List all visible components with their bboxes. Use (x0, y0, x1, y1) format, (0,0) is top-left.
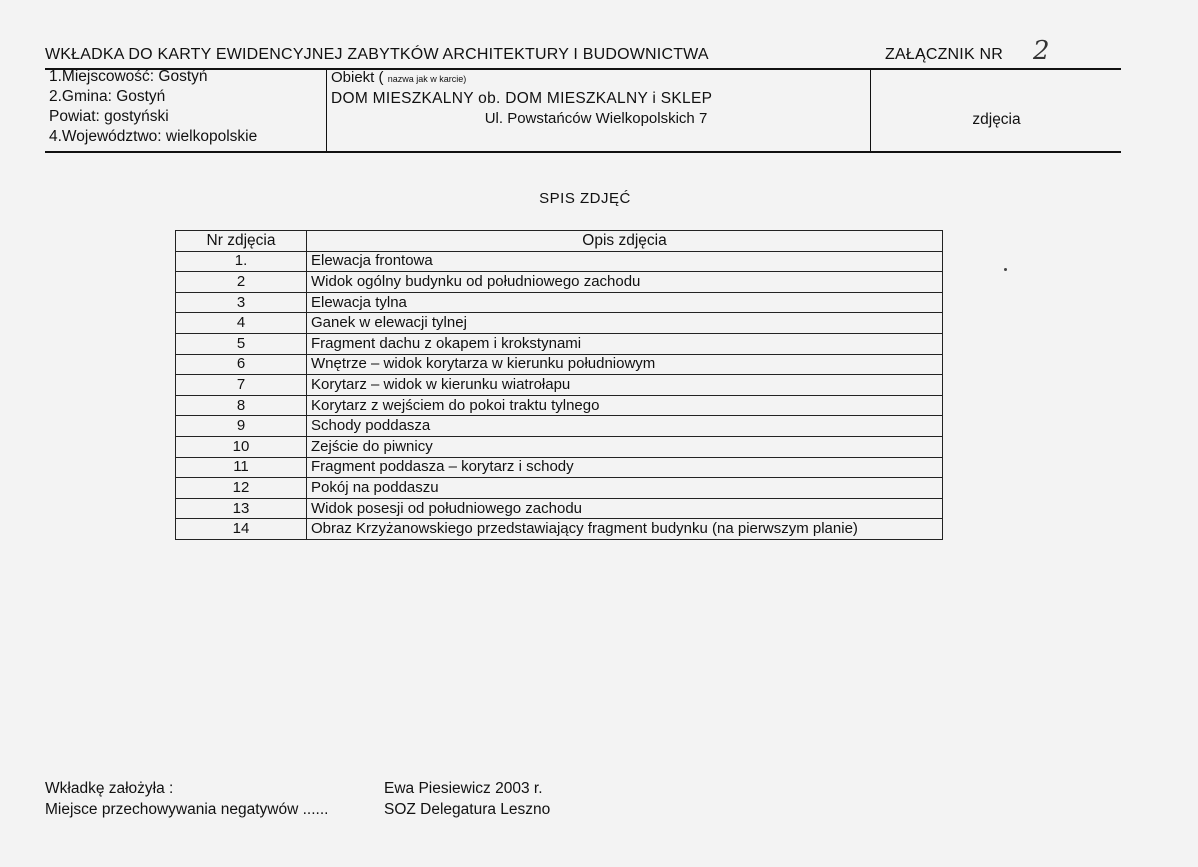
table-row (176, 436, 943, 457)
table-header-row (176, 231, 943, 252)
location-info (49, 67, 257, 147)
table-row (176, 251, 943, 272)
table-row (176, 416, 943, 437)
storage-label: Miejsce przechowywania negatywów ...... (45, 801, 329, 818)
header-nr: Nr zdjęcia (176, 231, 307, 252)
storage-value: SOZ Delegatura Leszno (384, 801, 551, 818)
table-row (176, 478, 943, 499)
author-value: Ewa Piesiewicz 2003 r. (384, 780, 543, 797)
photo-number: 3 (176, 292, 307, 313)
author-label: Wkładkę założyła : (45, 780, 174, 797)
table-row (176, 292, 943, 313)
photo-number: 11 (176, 457, 307, 478)
table-row (176, 354, 943, 375)
spis-title: SPIS ZDJĘĆ (539, 190, 631, 207)
table-row (176, 457, 943, 478)
photo-description: Widok posesji od południowego zachodu (307, 498, 943, 519)
powiat: Powiat: gostyński (49, 108, 169, 125)
header-bottom-rule (45, 151, 1121, 153)
photo-number: 14 (176, 519, 307, 540)
photo-number: 4 (176, 313, 307, 334)
table-row (176, 313, 943, 334)
photo-description: Elewacja frontowa (307, 251, 943, 272)
miejscowosc: 1.Miejscowość: Gostyń (49, 68, 208, 85)
table-row (176, 519, 943, 540)
object-info (331, 68, 861, 129)
obiekt-address: Ul. Powstańców Wielkopolskich 7 (484, 110, 708, 127)
photo-description: Korytarz – widok w kierunku wiatrołapu (307, 375, 943, 396)
document-header (45, 36, 1121, 66)
photo-list-table (175, 230, 943, 540)
zalacznik-label: ZAŁĄCZNIK NR (885, 46, 1003, 63)
photo-description: Korytarz z wejściem do pokoi traktu tylnego (307, 395, 943, 416)
photo-number: 10 (176, 436, 307, 457)
photo-description: Fragment dachu z okapem i krokstynami (307, 333, 943, 354)
photo-description: Fragment poddasza – korytarz i schody (307, 457, 943, 478)
photo-description: Wnętrze – widok korytarza w kierunku południowym (307, 354, 943, 375)
photo-number: 2 (176, 272, 307, 293)
photo-number: 6 (176, 354, 307, 375)
photo-description: Pokój na poddaszu (307, 478, 943, 499)
zalacznik-number: 2 (1033, 36, 1050, 66)
header-opis: Opis zdjęcia (307, 231, 943, 252)
gmina: 2.Gmina: Gostyń (49, 88, 166, 105)
table-row (176, 395, 943, 416)
photo-number: 7 (176, 375, 307, 396)
photo-description: Zejście do piwnicy (307, 436, 943, 457)
table-row (176, 272, 943, 293)
obiekt-note: nazwa jak w karcie) (387, 74, 467, 84)
photo-number: 12 (176, 478, 307, 499)
scan-speck (1004, 268, 1007, 271)
footer-labels (45, 778, 328, 820)
header-divider-2 (870, 69, 871, 152)
photo-description: Schody poddasza (307, 416, 943, 437)
photo-number: 8 (176, 395, 307, 416)
photo-description: Widok ogólny budynku od południowego zachodu (307, 272, 943, 293)
photo-number: 13 (176, 498, 307, 519)
wojewodztwo: 4.Województwo: wielkopolskie (49, 128, 258, 145)
zdjecia-label: zdjęcia (972, 111, 1021, 128)
photo-description: Elewacja tylna (307, 292, 943, 313)
photo-number: 5 (176, 333, 307, 354)
obiekt-label: Obiekt ( (331, 69, 384, 86)
obiekt-label-line (331, 68, 861, 89)
photo-number: 9 (176, 416, 307, 437)
table-body (176, 251, 943, 539)
table-row (176, 498, 943, 519)
photo-number: 1. (176, 251, 307, 272)
header-divider-1 (326, 69, 327, 152)
table-row (176, 333, 943, 354)
photo-description: Obraz Krzyżanowskiego przedstawiający fragment budynku (na pierwszym planie) (307, 519, 943, 540)
document-title: WKŁADKA DO KARTY EWIDENCYJNEJ ZABYTKÓW ARCHITEKTURY I BUDOWNICTWA (45, 46, 709, 63)
table-row (176, 375, 943, 396)
footer-values (384, 778, 550, 820)
obiekt-name: DOM MIESZKALNY ob. DOM MIESZKALNY i SKLEP (331, 90, 713, 107)
photo-description: Ganek w elewacji tylnej (307, 313, 943, 334)
